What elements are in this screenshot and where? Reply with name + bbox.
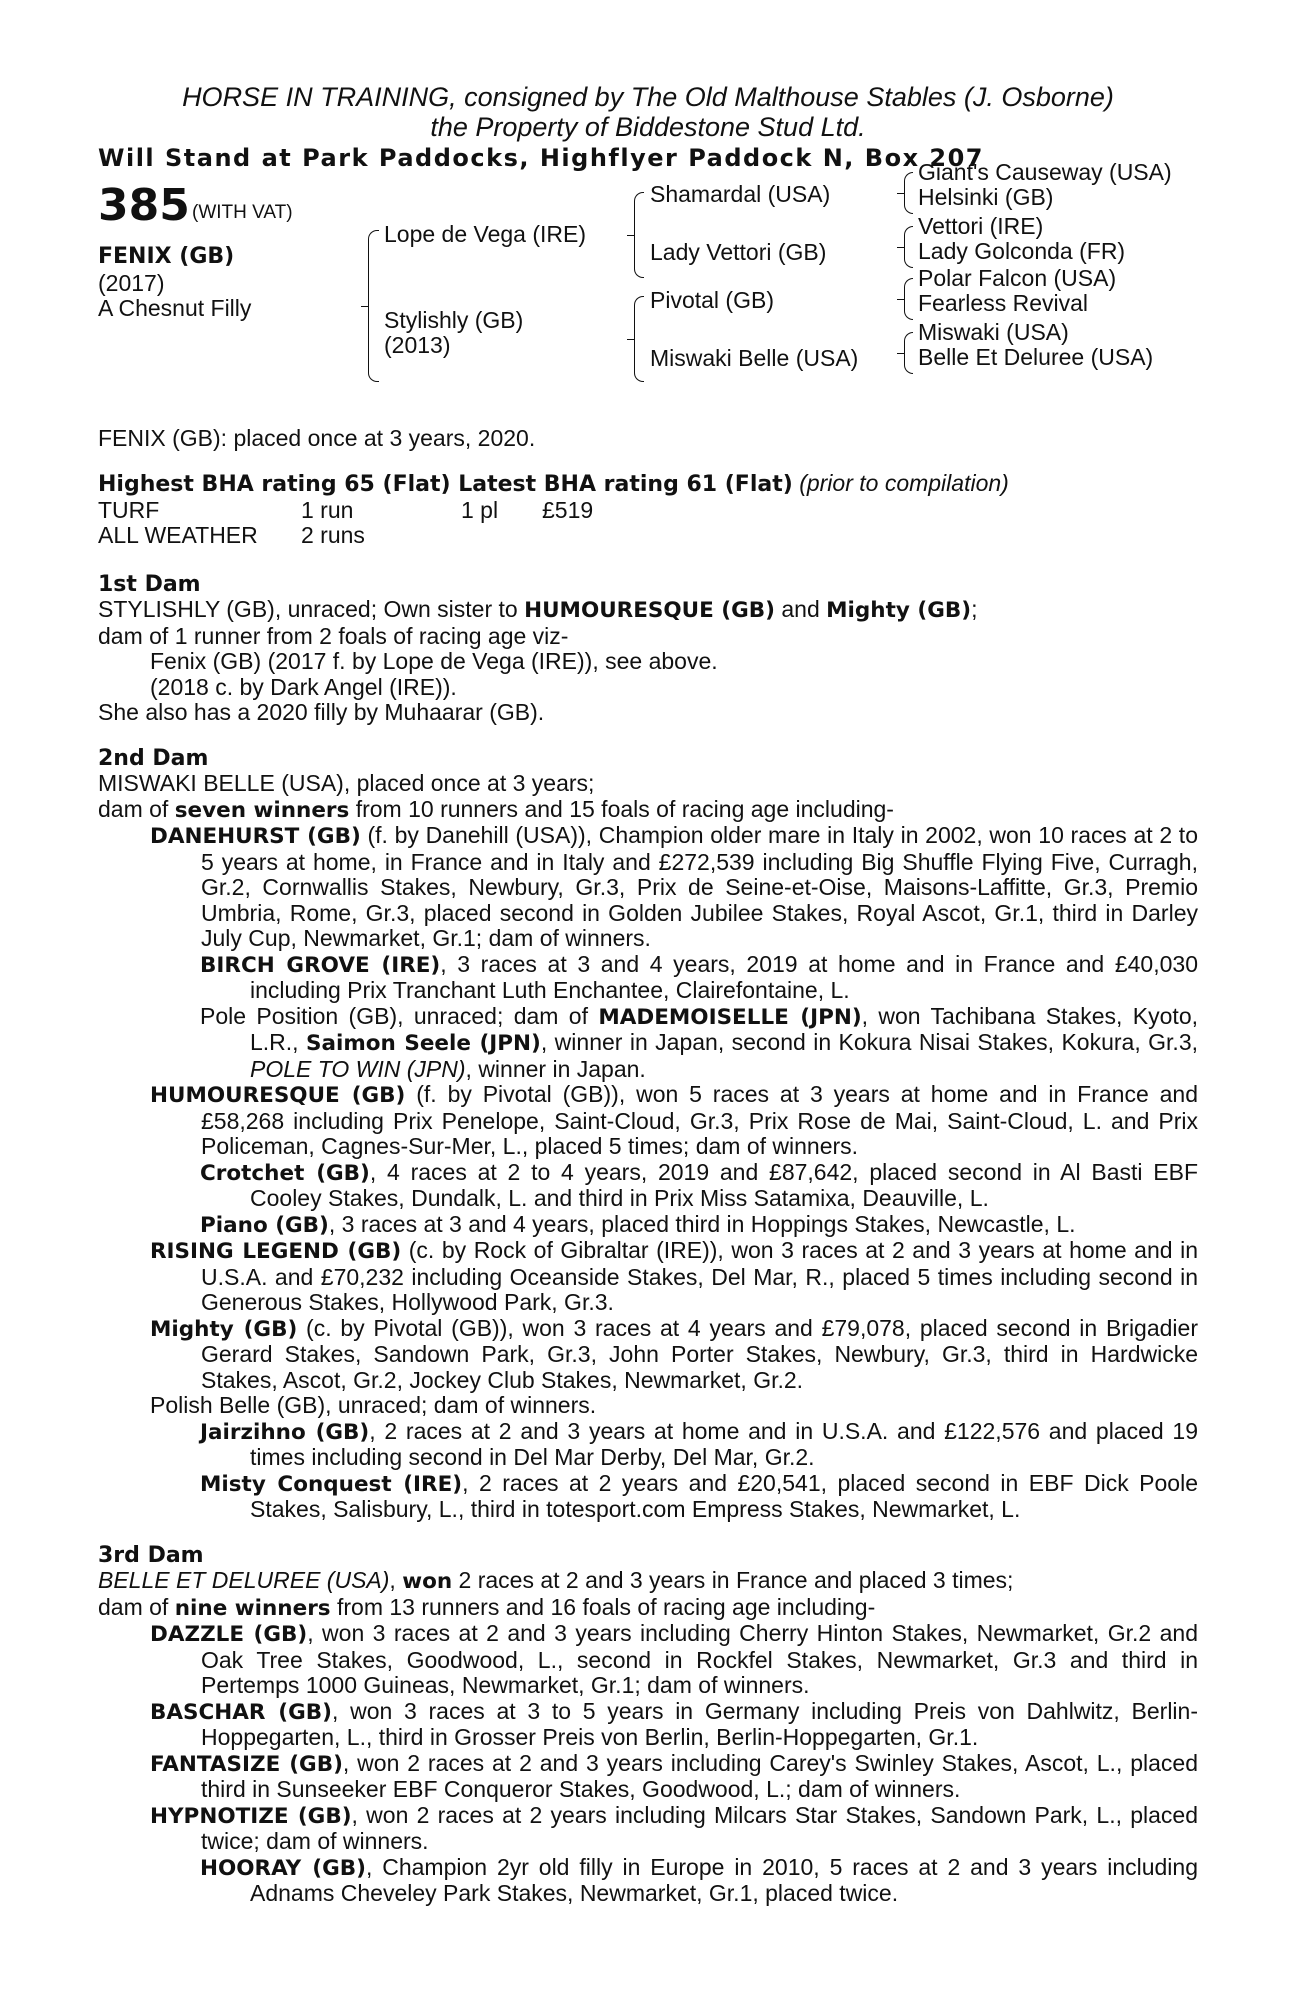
third-dam-line: BELLE ET DELUREE (USA), won 2 races at 2 and 3 years in France and placed 3 times;	[98, 1567, 1014, 1594]
catalogue-page	[98, 82, 1198, 1907]
produce-entry: Misty Conquest (IRE), 2 races at 2 years and £20,541, placed second in EBF Dick Poole Stakes, Salisbury, L., third in totesport.com Empress Stakes, Newmarket, L.	[200, 1469, 1198, 1522]
pedigree-g2: Helsinki (GB)	[918, 183, 1054, 210]
produce-entry: Polish Belle (GB), unraced; dam of winners.	[150, 1392, 597, 1418]
pedigree-brace	[904, 172, 913, 214]
bha-rating	[98, 471, 1198, 498]
pedigree-brace	[904, 332, 913, 374]
turf-placings: 1 pl	[461, 496, 499, 523]
pedigree-sire: Lope de Vega (IRE)	[384, 220, 587, 247]
first-dam-produce: dam of 1 runner from 2 foals of racing age viz-	[98, 622, 569, 649]
produce-entry: Fenix (GB) (2017 f. by Lope de Vega (IRE)), see above.	[150, 648, 718, 674]
produce-entry: Crotchet (GB), 4 races at 2 to 4 years, 2019 and £87,642, placed second in Al Basti EBF Cooley Stakes, Dundalk, L. and third in Prix Miss Satamixa, Deauville, L.	[200, 1158, 1199, 1211]
aw-label: ALL WEATHER	[98, 521, 258, 548]
horse-name: FENIX (GB)	[98, 243, 235, 269]
pedigree-sire-sire: Shamardal (USA)	[650, 180, 831, 207]
produce-entry: BIRCH GROVE (IRE), 3 races at 3 and 4 years, 2019 at home and in France and £40,030 including Prix Tranchant Luth Enchantee, Clairefontaine, L.	[200, 950, 1198, 1003]
race-summary: FENIX (GB): placed once at 3 years, 2020.	[98, 424, 536, 451]
stand-location: Will Stand at Park Paddocks, Highflyer Paddock N, Box 207	[98, 144, 984, 172]
pedigree-brace	[368, 230, 379, 382]
first-dam-line: STYLISHLY (GB), unraced; Own sister to HUMOURESQUE (GB) and Mighty (GB);	[98, 596, 978, 623]
horse-year: (2017)	[98, 269, 165, 296]
produce-entry: HUMOURESQUE (GB) (f. by Pivotal (GB)), won 5 races at 3 years at home and in France and £58,268 including Prix Penelope, Saint-Cloud, Gr.3, Prix Rose de Mai, Saint-Cloud, L. and Prix Policeman, Cagnes-Sur-Mer, L., placed 5 times; dam of winners.	[150, 1081, 1199, 1159]
produce-entry: HOORAY (GB), Champion 2yr old filly in Europe in 2010, 5 races at 2 and 3 years including Adnams Cheveley Park Stakes, Newmarket, Gr.1, placed twice.	[200, 1853, 1198, 1906]
produce-note: She also has a 2020 filly by Muhaarar (GB).	[98, 699, 545, 725]
produce-entry: Pole Position (GB), unraced; dam of MADEMOISELLE (JPN), won Tachibana Stakes, Kyoto, L.R., Saimon Seele (JPN), winner in Japan, second in Kokura Nisai Stakes, Kokura, Gr.3, POLE TO WIN (JPN), winner in Japan.	[200, 1002, 1199, 1082]
pedigree-sire-dam: Lady Vettori (GB)	[650, 238, 827, 265]
produce-entry: Piano (GB), 3 races at 3 and 4 years, placed third in Hoppings Stakes, Newcastle, L.	[200, 1210, 1076, 1238]
pedigree-g8: Belle Et Deluree (USA)	[918, 343, 1154, 370]
rating-text: Highest BHA rating 65 (Flat) Latest BHA rating 61 (Flat)	[98, 472, 793, 497]
owner-line: the Property of Biddestone Stud Ltd.	[430, 112, 866, 142]
produce-entry: HYPNOTIZE (GB), won 2 races at 2 years including Milcars Star Stakes, Sandown Park, L., placed twice; dam of winners.	[150, 1801, 1198, 1854]
produce-entry: BASCHAR (GB), won 3 races at 3 to 5 years in Germany including Preis von Dahlwitz, Berlin-Hoppegarten, L., third in Grosser Preis von Berlin, Berlin-Hoppegarten, Gr.1.	[150, 1697, 1198, 1750]
produce-entry: Mighty (GB) (c. by Pivotal (GB)), won 3 races at 4 years and £79,078, placed second in Brigadier Gerard Stakes, Sandown Park, Gr.3, John Porter Stakes, Newbury, Gr.3, third in Hardwicke Stakes, Ascot, Gr.2, Jockey Club Stakes, Newmarket, Gr.2.	[150, 1314, 1198, 1393]
rating-note: (prior to compilation)	[799, 470, 1009, 496]
pedigree-dam-dam: Miswaki Belle (USA)	[650, 344, 859, 371]
first-dam-heading: 1st Dam	[98, 571, 201, 597]
lot-number: 385	[98, 179, 190, 231]
produce-entry: RISING LEGEND (GB) (c. by Rock of Gibraltar (IRE)), won 3 races at 2 and 3 years at home and in U.S.A. and £70,232 including Oceanside Stakes, Del Mar, R., placed 5 times including second in Generous Stakes, Hollywood Park, Gr.3.	[150, 1237, 1198, 1315]
pedigree-dam-year: (2013)	[384, 331, 451, 358]
vat-label: (WITH VAT)	[192, 201, 293, 223]
turf-runs: 1 run	[301, 496, 354, 523]
produce-entry: DAZZLE (GB), won 3 races at 2 and 3 years including Cherry Hinton Stakes, Newmarket, Gr.2 and Oak Tree Stakes, Goodwood, L., second in Rockfel Stakes, Newmarket, Gr.3 and third in Pertemps 1000 Guineas, Newmarket, Gr.1; dam of winners.	[150, 1620, 1198, 1698]
produce-entry: Jairzihno (GB), 2 races at 2 and 3 years at home and in U.S.A. and £122,576 and placed 19 times including second in Del Mar Derby, Del Mar, Gr.2.	[200, 1417, 1198, 1470]
third-dam-produce: dam of nine winners from 13 runners and 16 foals of racing age including-	[98, 1593, 876, 1621]
pedigree-brace	[634, 296, 644, 382]
aw-runs: 2 runs	[301, 521, 365, 548]
produce-entry: FANTASIZE (GB), won 2 races at 2 and 3 years including Carey's Swinley Stakes, Ascot, L., placed third in Sunseeker EBF Conqueror Stakes, Goodwood, L.; dam of winners.	[150, 1749, 1198, 1802]
second-dam-produce: dam of seven winners from 10 runners and 15 foals of racing age including-	[98, 795, 894, 823]
pedigree-dam: Stylishly (GB)	[384, 306, 524, 333]
race-record-table	[98, 498, 1198, 550]
pedigree-g1: Giant's Causeway (USA)	[918, 158, 1172, 185]
produce-entry: (2018 c. by Dark Angel (IRE)).	[150, 673, 457, 700]
turf-label: TURF	[98, 496, 160, 523]
pedigree-dam-sire: Pivotal (GB)	[650, 286, 774, 313]
consignor-line: HORSE IN TRAINING, consigned by The Old Malthouse Stables (J. Osborne)	[182, 82, 1114, 112]
second-dam-heading: 2nd Dam	[98, 745, 209, 771]
third-dam-heading: 3rd Dam	[98, 1542, 204, 1568]
produce-entry: DANEHURST (GB) (f. by Danehill (USA)), Champion older mare in Italy in 2002, won 10 races at 2 to 5 years at home, in France and in Italy and £272,539 including Big Shuffle Flying Five, Curragh, Gr.2, Cornwallis Stakes, Newbury, Gr.3, Prix de Seine-et-Oise, Maisons-Laffitte, Gr.3, Premio Umbria, Rome, Gr.3, placed second in Golden Jubilee Stakes, Royal Ascot, Gr.1, third in Darley July Cup, Newmarket, Gr.1; dam of winners.	[150, 822, 1198, 951]
pedigree-g5: Polar Falcon (USA)	[918, 264, 1117, 291]
pedigree-g6: Fearless Revival	[918, 289, 1088, 316]
pedigree-g7: Miswaki (USA)	[918, 318, 1069, 345]
pedigree-brace	[634, 192, 644, 278]
pedigree-brace	[904, 278, 913, 320]
pedigree-brace	[904, 226, 913, 268]
pedigree-g4: Lady Golconda (FR)	[918, 237, 1126, 264]
second-dam-line: MISWAKI BELLE (USA), placed once at 3 years;	[98, 770, 595, 796]
turf-prize-money: £519	[542, 496, 594, 523]
horse-description: A Chesnut Filly	[98, 294, 252, 321]
pedigree-g3: Vettori (IRE)	[918, 212, 1044, 239]
